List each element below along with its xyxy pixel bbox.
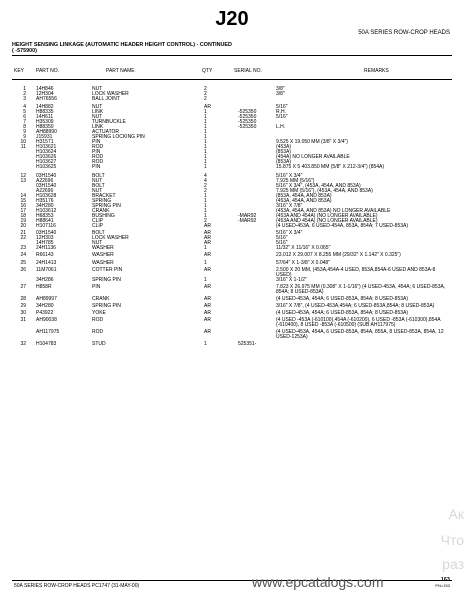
cell-name: NUT xyxy=(92,114,103,120)
faint-text-1: Ак xyxy=(448,506,464,522)
cell-key: 2 xyxy=(23,91,26,97)
cell-part: A22696 xyxy=(36,188,54,194)
cell-remarks: 5/16" xyxy=(276,235,288,241)
cell-qty: AR xyxy=(204,310,211,316)
cell-qty: 1 xyxy=(204,129,207,135)
cell-qty: 2 xyxy=(204,218,207,224)
cell-name: NUT xyxy=(92,86,103,92)
cell-name: CRANK xyxy=(92,296,110,302)
cell-part: 24H1413 xyxy=(36,260,57,266)
section-serial-range: ( -575900) xyxy=(12,48,37,54)
cell-remarks: 3/16" X 7/8", (4 USED-453A,454A; 6 USED-853A,854A; 8 USED-853A) xyxy=(276,303,435,309)
cell-name: ROD xyxy=(92,144,104,150)
cell-key: 14 xyxy=(20,193,26,199)
cell-name: PIN xyxy=(92,149,101,155)
watermark: www.epcatalogs.com xyxy=(252,574,384,590)
cell-sn: -525350 xyxy=(238,109,257,115)
cell-remarks: (4 USED-453A, 454A; 6 USED-853A, 854A; 8 USED-853A) xyxy=(276,310,409,316)
cell-remarks: 57/64" X 1-3/8" X 0.048" xyxy=(276,260,330,266)
faint-text-2: Что xyxy=(440,532,464,548)
table-row xyxy=(12,268,452,278)
table-row xyxy=(12,297,452,302)
top-divider xyxy=(12,55,452,56)
cell-qty: 1 xyxy=(204,213,207,219)
cell-key: 9 xyxy=(23,134,26,140)
cell-remarks: (453A) xyxy=(276,144,292,150)
cell-name: ROD xyxy=(92,154,104,160)
cell-qty: AR xyxy=(204,284,211,290)
cell-remarks: (853A) xyxy=(276,159,292,165)
cell-part: 14H882 xyxy=(36,104,54,110)
cell-name: CLIP xyxy=(92,223,104,229)
cell-remarks: 5/16" X 3/4", (453A, 454A, AND 853A) xyxy=(276,183,361,189)
cell-name: WASHER xyxy=(92,245,114,251)
col-part-no: PART NO. xyxy=(36,68,60,74)
cell-qty: 1 xyxy=(204,198,207,204)
cell-name: CRANK xyxy=(92,208,110,214)
cell-name: LINK xyxy=(92,124,104,130)
cell-name: ROD xyxy=(92,317,104,323)
cell-key: 30 xyxy=(20,310,26,316)
cell-part: A22696 xyxy=(36,178,54,184)
cell-remarks: 2.500 X 20 MM, (453A,454A-4 USED, 853A,854A-6 USED AND 853A-8 USED) xyxy=(276,267,436,279)
cell-name: YOKE xyxy=(92,310,106,316)
cell-qty: 1 xyxy=(204,124,207,130)
cell-key: 20 xyxy=(20,223,26,229)
cell-part: H107116 xyxy=(36,223,56,229)
cell-sn: -MAR92 xyxy=(238,218,257,224)
cell-remarks: 5/16" xyxy=(276,114,288,120)
series-header: 50A SERIES ROW-CROP HEADS xyxy=(358,30,450,36)
cell-part: H88350 xyxy=(36,124,54,130)
footer-divider xyxy=(12,580,452,581)
cell-qty: AR xyxy=(204,303,211,309)
cell-key: 22 xyxy=(20,235,26,241)
cell-qty: 1 xyxy=(204,149,207,155)
column-headers xyxy=(12,68,452,76)
cell-qty: 1 xyxy=(204,154,207,160)
cell-qty: 2 xyxy=(204,86,207,92)
cell-qty: 1 xyxy=(204,203,207,209)
cell-qty: 1 xyxy=(204,260,207,266)
cell-qty: 1 xyxy=(204,277,207,283)
table-row xyxy=(12,278,452,283)
cell-qty: 1 xyxy=(204,109,207,115)
header-divider xyxy=(12,79,452,80)
cell-key: 32 xyxy=(20,341,26,347)
cell-name: WASHER xyxy=(92,260,114,266)
cell-qty: 1 xyxy=(204,208,207,214)
cell-part: 03H1540 xyxy=(36,173,57,179)
cell-part: H103625 xyxy=(36,164,57,170)
cell-name: LOCK WASHER xyxy=(92,91,129,97)
cell-remarks: (853A) xyxy=(276,149,292,155)
table-row xyxy=(12,261,452,266)
cell-name: NUT xyxy=(92,178,103,184)
table-row xyxy=(12,342,452,347)
cell-key: 31 xyxy=(20,317,26,323)
cell-remarks: 5/16" X 3/4" xyxy=(276,230,303,236)
cell-remarks: 3/16" X 7/8" xyxy=(276,203,303,209)
cell-sn: -525350 xyxy=(238,119,257,125)
cell-remarks: (4 USED-453A, 454A; 6 USED-853A, 854A; 8 USED-853A) xyxy=(276,296,409,302)
cell-key: 8 xyxy=(23,124,26,130)
cell-qty: 1 xyxy=(204,164,207,170)
cell-remarks: 3/16" X 1-1/2" xyxy=(276,277,307,283)
cell-part: P43922 xyxy=(36,310,54,316)
cell-remarks: 7.925 MM (5/16"), (453A, 454A, AND 853A) xyxy=(276,188,373,194)
cell-key: 28 xyxy=(20,296,26,302)
cell-qty: AR xyxy=(204,230,211,236)
cell-key: 9 xyxy=(23,129,26,135)
cell-part: H103628 xyxy=(36,193,57,199)
cell-qty: AR xyxy=(204,235,211,241)
cell-name: SPRING PIN xyxy=(92,303,121,309)
page-number: 163 xyxy=(440,577,450,583)
section-heading xyxy=(12,42,232,54)
col-key: KEY xyxy=(14,68,25,74)
cell-key: 25 xyxy=(20,260,26,266)
cell-remarks: 3/8" xyxy=(276,91,285,97)
cell-part: H103612 xyxy=(36,208,57,214)
cell-name: SPRING PIN xyxy=(92,203,121,209)
page-number-block xyxy=(435,577,450,588)
cell-key: 21 xyxy=(20,230,26,236)
cell-remarks: (4 USED-453A, 6 USED-454A, 853A, 854A; 7 USED-853A) xyxy=(276,223,409,229)
cell-part: 11M7061 xyxy=(36,267,57,273)
cell-key: 1 xyxy=(23,86,26,92)
cell-key: 18 xyxy=(20,213,26,219)
table-row xyxy=(12,304,452,309)
cell-part: H103621 xyxy=(36,144,57,150)
cell-part: 24H1136 xyxy=(36,245,56,251)
cell-key: 10 xyxy=(20,139,26,145)
cell-part: AH90038 xyxy=(36,317,57,323)
cell-remarks: (453A AND 454A) (NO LONGER AVAILABLE) xyxy=(276,213,378,219)
cell-remarks: 5/16" X 3/4" xyxy=(276,173,303,179)
cell-qty: 1 xyxy=(204,341,207,347)
cell-name: BALL JOINT xyxy=(92,96,120,102)
col-part-name: PART NAME xyxy=(106,68,135,74)
cell-name: STUD xyxy=(92,341,106,347)
cell-qty: 2 xyxy=(204,183,207,189)
cell-qty: 4 xyxy=(204,173,207,179)
cell-sn: -MAR92 xyxy=(238,213,257,219)
cell-part: H103626 xyxy=(36,154,57,160)
cell-part: 14H611 xyxy=(36,114,54,120)
cell-name: TURNBUCKLE xyxy=(92,119,126,125)
cell-part: H31571 xyxy=(36,139,54,145)
cell-qty: 1 xyxy=(204,245,207,251)
cell-part: H88335 xyxy=(36,109,54,115)
cell-qty: AR xyxy=(204,252,211,258)
cell-remarks: (453A, 454A, AND 853A) xyxy=(276,198,332,204)
cell-name: PIN xyxy=(92,164,101,170)
cell-key: 7 xyxy=(23,119,26,125)
cell-qty: 2 xyxy=(204,188,207,194)
parts-table xyxy=(12,86,452,347)
cell-remarks: 7.823 X 26.975 MM (0.308" X 1-1/16") (4 USED-453A, 454A; 6 USED-853A, 854A; 8 USED-853A) xyxy=(276,284,446,296)
cell-remarks: (853A, 454A, AND 853A) xyxy=(276,193,332,199)
cell-part: H35176 xyxy=(36,198,54,204)
col-serial: SERIAL NO. xyxy=(234,68,262,74)
table-row xyxy=(12,97,452,102)
cell-remarks: (453A AND 454A) (NO LONGER AVAILABLE) xyxy=(276,218,378,224)
cell-qty: 1 xyxy=(204,139,207,145)
page-title: J20 xyxy=(215,8,249,30)
cell-name: ROD xyxy=(92,329,104,335)
cell-key: 12 xyxy=(20,173,26,179)
cell-key: 26 xyxy=(20,267,26,273)
cell-part: H858R xyxy=(36,284,52,290)
table-row xyxy=(12,224,452,229)
cell-name: BUSHING xyxy=(92,213,115,219)
cell-part: 12H303 xyxy=(36,235,54,241)
cell-key: 11 xyxy=(20,144,26,150)
cell-remarks: (454A) NO LONGER AVAILABLE xyxy=(276,154,350,160)
table-row xyxy=(12,285,452,295)
cell-qty: AR xyxy=(204,104,211,110)
table-row xyxy=(12,318,452,328)
cell-remarks: L.H. xyxy=(276,124,286,130)
cell-key: 4 xyxy=(23,104,26,110)
col-qty: QTY xyxy=(202,68,213,74)
cell-qty: AR xyxy=(204,317,211,323)
cell-qty: 1 xyxy=(204,144,207,150)
cell-remarks: 3/8" xyxy=(276,86,285,92)
cell-key: 19 xyxy=(20,218,26,224)
footer-label: 50A SERIES ROW-CROP HEADS PC1747 (31-MAY-00) xyxy=(14,583,140,589)
cell-part: 34H286 xyxy=(36,277,54,283)
cell-qty: 1 xyxy=(204,134,207,140)
cell-part: H88641 xyxy=(36,218,54,224)
cell-name: SPRING xyxy=(92,198,112,204)
cell-part: H104783 xyxy=(36,341,57,347)
cell-name: BRACKET xyxy=(92,193,116,199)
cell-key: 5 xyxy=(23,109,26,115)
cell-name: PIN xyxy=(92,139,101,145)
cell-part: 12H304 xyxy=(36,91,54,97)
section-title: HEIGHT SENSING LINKAGE (AUTOMATIC HEADER HEIGHT CONTROL) - CONTINUED xyxy=(12,42,232,48)
cell-part: AH117975 xyxy=(36,329,60,335)
cell-name: BOLT xyxy=(92,173,105,179)
cell-part: 14H785 xyxy=(36,240,54,246)
cell-name: ACTUATOR xyxy=(92,129,120,135)
cell-remarks: (4 USED -453A (-610100),454A (-610200), 6 USED -853A (-610300),854A (-610400), 8 USED -853A (-610500) (SUB AH117975) xyxy=(276,317,441,329)
cell-sn: 525351- xyxy=(238,341,257,347)
cell-name: LINK xyxy=(92,109,104,115)
cell-key: 13 xyxy=(20,178,26,184)
cell-remarks: 5/16" xyxy=(276,240,288,246)
cell-part: AH76556 xyxy=(36,96,57,102)
cell-remarks: 7.925 MM (5/16") xyxy=(276,178,315,184)
cell-remarks: (453A, 454A, AND 853A) NO LONGER AVAILABLE xyxy=(276,208,391,214)
cell-remarks: 5/16" xyxy=(276,104,288,110)
cell-remarks: R.H. xyxy=(276,109,286,115)
cell-sn: -525350 xyxy=(238,124,257,130)
cell-part: R66143 xyxy=(36,252,54,258)
page-sub: PN=153 xyxy=(435,583,450,588)
cell-part: AH89997 xyxy=(36,296,57,302)
cell-name: WASHER xyxy=(92,252,114,258)
cell-key: 24 xyxy=(20,252,26,258)
cell-key: 3 xyxy=(23,96,26,102)
cell-name: PIN xyxy=(92,284,101,290)
cell-name: NUT xyxy=(92,104,103,110)
cell-part: H103624 xyxy=(36,149,57,155)
cell-remarks: 9.525 X 19.050 MM (3/8" X 3/4") xyxy=(276,139,348,145)
cell-remarks: (4 USED-453A, 454A, 6 USED-853A, 854A, 855A, 8 USED-853A, 854A, 12 USED-1253A) xyxy=(276,329,444,341)
faint-text-3: раз xyxy=(442,556,464,572)
cell-qty: 1 xyxy=(204,193,207,199)
table-row xyxy=(12,311,452,316)
cell-name: COTTER PIN xyxy=(92,267,123,273)
cell-name: LOCK WASHER xyxy=(92,235,129,241)
cell-remarks: 11/32" X 11/16" X 0.065" xyxy=(276,245,331,251)
cell-name: ROD xyxy=(92,159,104,165)
cell-qty: 1 xyxy=(204,114,207,120)
cell-name: NUT xyxy=(92,240,103,246)
table-row xyxy=(12,246,452,251)
cell-name: BOLT xyxy=(92,230,105,236)
cell-part: AH88990 xyxy=(36,129,57,135)
cell-remarks: 23.012 X 29.007 X 8.255 MM (29/32" X 1.142" X 0.325") xyxy=(276,252,401,258)
cell-qty: 2 xyxy=(204,96,207,102)
cell-qty: 2 xyxy=(204,91,207,97)
cell-qty: AR xyxy=(204,329,211,335)
cell-name: SPRING LOCKING PIN xyxy=(92,134,145,140)
cell-name: SPRING PIN xyxy=(92,277,121,283)
cell-part: 34H280 xyxy=(36,203,54,209)
cell-part: 14H846 xyxy=(36,86,54,92)
table-row xyxy=(12,165,452,170)
table-row xyxy=(12,330,452,340)
cell-key: 23 xyxy=(20,245,26,251)
cell-key: 27 xyxy=(20,284,26,290)
cell-remarks: 15.875 X 5 403.850 MM (5/8" X 212-3/4") (854A) xyxy=(276,164,385,170)
col-remarks: REMARKS xyxy=(364,68,389,74)
cell-part: H68353 xyxy=(36,213,54,219)
cell-qty: 4 xyxy=(204,178,207,184)
cell-qty: 1 xyxy=(204,159,207,165)
cell-name: BOLT xyxy=(92,183,105,189)
cell-key: 16 xyxy=(20,203,26,209)
cell-sn: -525350 xyxy=(238,114,257,120)
cell-qty: 1 xyxy=(204,119,207,125)
cell-name: NUT xyxy=(92,188,103,194)
table-row xyxy=(12,253,452,258)
cell-key: 15 xyxy=(20,198,26,204)
cell-part: J15931 xyxy=(36,134,53,140)
cell-part: 03H1540 xyxy=(36,183,57,189)
cell-qty: AR xyxy=(204,240,211,246)
cell-part: 34H280 xyxy=(36,303,54,309)
cell-part: H35309 xyxy=(36,119,54,125)
cell-qty: AR xyxy=(204,296,211,302)
cell-key: 6 xyxy=(23,114,26,120)
cell-qty: AR xyxy=(204,267,211,273)
cell-name: CLIP xyxy=(92,218,104,224)
cell-part: H103627 xyxy=(36,159,57,165)
cell-part: 03H1540 xyxy=(36,230,57,236)
cell-key: 17 xyxy=(20,208,26,214)
cell-qty: AR xyxy=(204,223,211,229)
cell-key: 29 xyxy=(20,303,26,309)
